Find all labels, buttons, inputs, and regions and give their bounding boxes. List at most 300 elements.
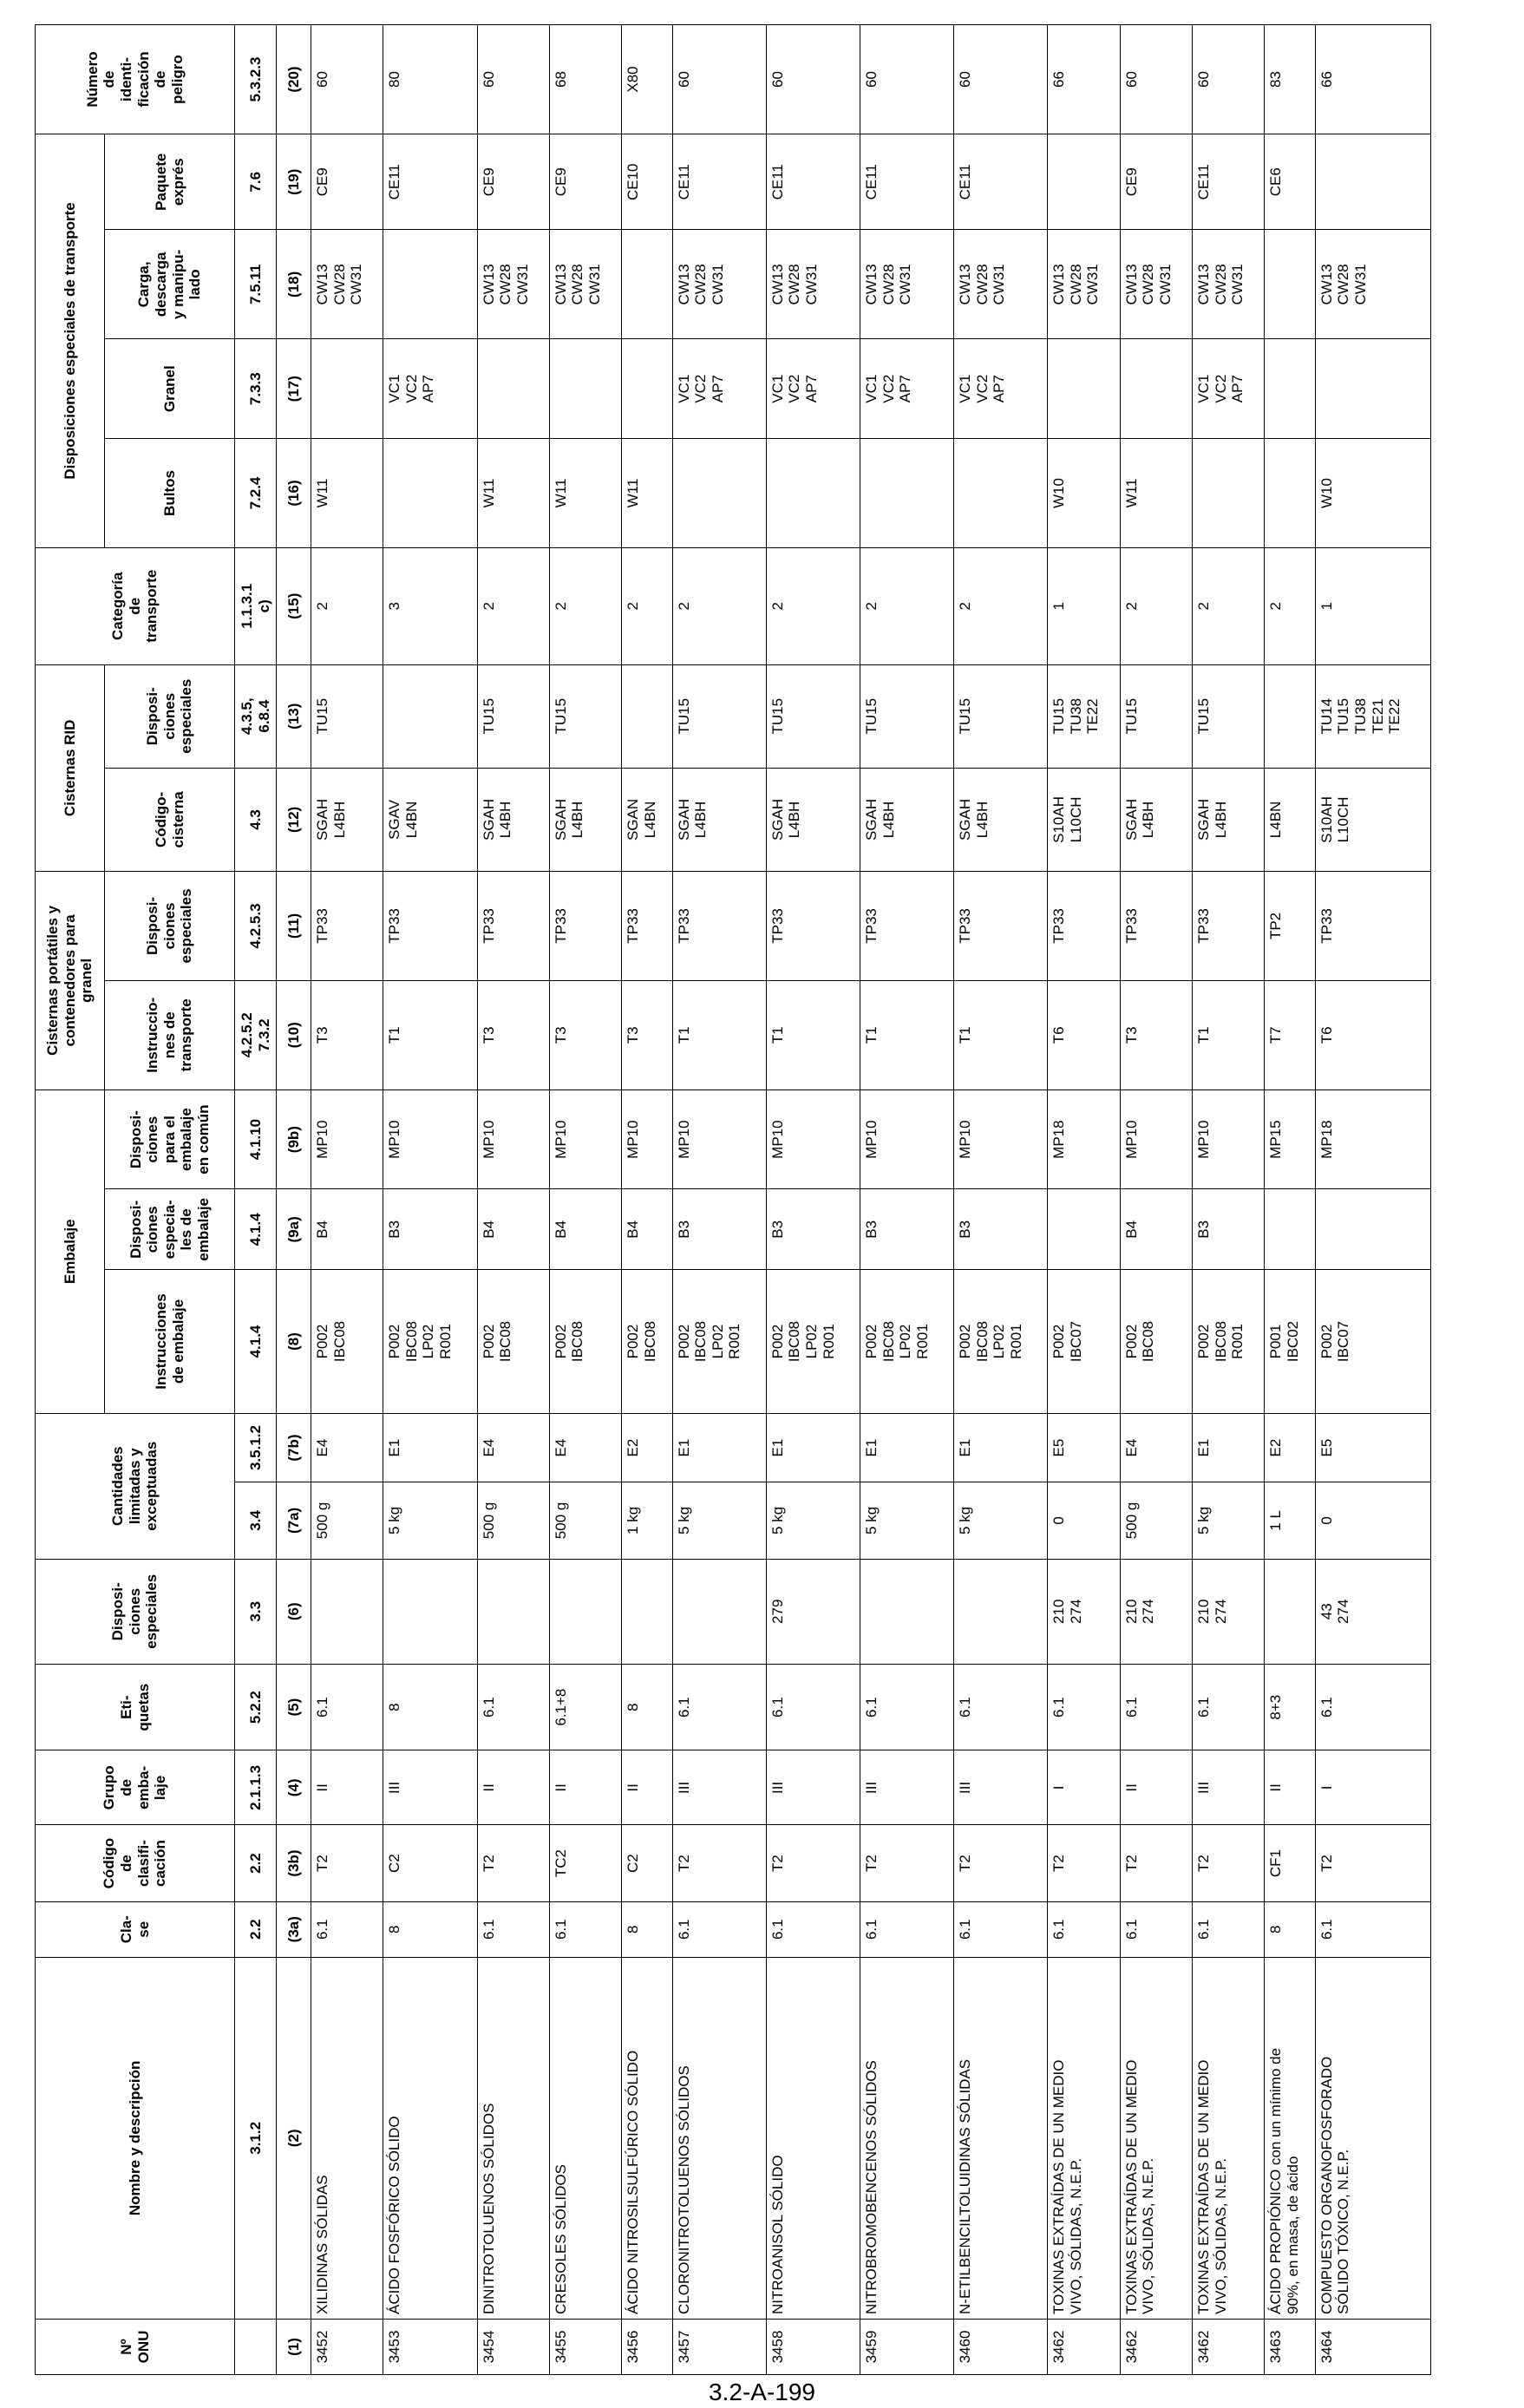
header-numero-peligro: Número de identi- ficación de peligro bbox=[36, 25, 235, 134]
table-cell: TU15 bbox=[954, 664, 1048, 768]
table-cell bbox=[383, 664, 477, 768]
table-cell: W10 bbox=[1048, 439, 1120, 548]
ref-cell bbox=[235, 2319, 277, 2374]
header-clase: Cla- se bbox=[36, 1901, 235, 1957]
ref-cell: 7.3.3 bbox=[235, 339, 277, 439]
table-cell: 5 kg bbox=[860, 1482, 954, 1559]
table-cell: III bbox=[860, 1750, 954, 1825]
table-cell: T2 bbox=[860, 1825, 954, 1901]
table-cell: P002 IBC08 bbox=[311, 1270, 383, 1414]
table-cell bbox=[477, 339, 549, 439]
table-cell: W11 bbox=[1120, 439, 1192, 548]
header-embalaje: Embalaje bbox=[36, 1089, 105, 1413]
table-cell bbox=[383, 1559, 477, 1664]
table-cell: TP33 bbox=[766, 872, 860, 981]
table-row bbox=[954, 25, 1048, 2375]
table-cell: 3462 bbox=[1048, 2319, 1120, 2374]
table-cell: TP33 bbox=[1315, 872, 1430, 981]
header-etiquetas: Eti- quetas bbox=[36, 1664, 235, 1750]
table-cell: CE11 bbox=[383, 134, 477, 230]
table-cell: 6.1 bbox=[1193, 1664, 1265, 1750]
table-cell: 6.1 bbox=[477, 1664, 549, 1750]
table-cell: I bbox=[1315, 1750, 1430, 1825]
table-cell: CW13 CW28 CW31 bbox=[672, 230, 766, 339]
table-cell bbox=[1315, 1189, 1430, 1270]
table-cell: CW13 CW28 CW31 bbox=[549, 230, 621, 339]
table-cell: 6.1 bbox=[311, 1901, 383, 1957]
table-cell: P002 IBC08 bbox=[1120, 1270, 1192, 1414]
header-bultos: Bultos bbox=[105, 439, 235, 548]
table-cell: MP10 bbox=[1193, 1089, 1265, 1189]
table-cell: 5 kg bbox=[383, 1482, 477, 1559]
table-cell: T1 bbox=[954, 980, 1048, 1089]
table-cell: 3457 bbox=[672, 2319, 766, 2374]
table-cell: CW13 CW28 CW31 bbox=[311, 230, 383, 339]
ref-cell: 4.1.10 bbox=[235, 1089, 277, 1189]
table-cell: P002 IBC08 LP02 R001 bbox=[766, 1270, 860, 1414]
table-cell: MP10 bbox=[549, 1089, 621, 1189]
table-cell bbox=[549, 1559, 621, 1664]
table-cell: T2 bbox=[311, 1825, 383, 1901]
table-cell: 8 bbox=[1265, 1901, 1316, 1957]
table-cell: MP10 bbox=[383, 1089, 477, 1189]
table-row bbox=[549, 25, 621, 2375]
table-cell: 6.1 bbox=[860, 1901, 954, 1957]
table-cell: 66 bbox=[1048, 25, 1120, 134]
table-cell: 210 274 bbox=[1048, 1559, 1120, 1664]
table-cell: 3456 bbox=[622, 2319, 673, 2374]
table-cell: MP18 bbox=[1048, 1089, 1120, 1189]
table-cell: 2 bbox=[672, 547, 766, 664]
table-cell: 5 kg bbox=[672, 1482, 766, 1559]
table-cell: 3459 bbox=[860, 2319, 954, 2374]
table-cell: SGAH L4BH bbox=[311, 768, 383, 871]
table-cell: L4BN bbox=[1265, 768, 1316, 871]
table-cell: TU15 bbox=[860, 664, 954, 768]
table-cell: 8 bbox=[622, 1901, 673, 1957]
table-cell: E2 bbox=[622, 1413, 673, 1482]
table-cell: 6.1 bbox=[766, 1901, 860, 1957]
header-categoria: Categoría de transporte bbox=[36, 547, 235, 664]
table-cell: CW13 CW28 CW31 bbox=[477, 230, 549, 339]
table-cell bbox=[383, 230, 477, 339]
table-cell: SGAH L4BH bbox=[672, 768, 766, 871]
table-cell: ÁCIDO NITROSILSULFÚRICO SÓLIDO bbox=[622, 1957, 673, 2319]
table-cell: E4 bbox=[311, 1413, 383, 1482]
ref-cell: 4.2.5.3 bbox=[235, 872, 277, 981]
table-cell: TU15 bbox=[311, 664, 383, 768]
table-cell: B3 bbox=[954, 1189, 1048, 1270]
table-cell: 6.1 bbox=[1315, 1901, 1430, 1957]
table-cell: CE11 bbox=[1193, 134, 1265, 230]
table-cell bbox=[766, 439, 860, 548]
ref-cell: 2.1.1.3 bbox=[235, 1750, 277, 1825]
table-cell: W11 bbox=[311, 439, 383, 548]
table-cell bbox=[1315, 339, 1430, 439]
table-cell bbox=[1048, 339, 1120, 439]
table-cell bbox=[549, 339, 621, 439]
table-cell: P002 IBC08 R001 bbox=[1193, 1270, 1265, 1414]
header-instr-emb: Instrucciones de embalaje bbox=[105, 1270, 235, 1414]
table-cell: T2 bbox=[672, 1825, 766, 1901]
table-cell: T2 bbox=[1193, 1825, 1265, 1901]
table-cell: C2 bbox=[622, 1825, 673, 1901]
table-cell: 3462 bbox=[1120, 2319, 1192, 2374]
table-cell: X80 bbox=[622, 25, 673, 134]
table-cell: 6.1+8 bbox=[549, 1664, 621, 1750]
table-cell: 83 bbox=[1265, 25, 1316, 134]
table-cell: SGAH L4BH bbox=[860, 768, 954, 871]
page-number: 3.2-A-199 bbox=[709, 2379, 815, 2405]
table-cell: T3 bbox=[311, 980, 383, 1089]
table-cell: 1 L bbox=[1265, 1482, 1316, 1559]
table-cell: CW13 CW28 CW31 bbox=[1120, 230, 1192, 339]
table-cell: 0 bbox=[1315, 1482, 1430, 1559]
table-cell: DINITROTOLUENOS SÓLIDOS bbox=[477, 1957, 549, 2319]
table-cell: CW13 CW28 CW31 bbox=[1193, 230, 1265, 339]
table-cell: 6.1 bbox=[954, 1901, 1048, 1957]
table-cell bbox=[1265, 230, 1316, 339]
table-cell bbox=[622, 1559, 673, 1664]
table-cell: 66 bbox=[1315, 25, 1430, 134]
header-disp-esp-rid: Disposi- ciones especiales bbox=[105, 664, 235, 768]
ref-cell: 3.4 bbox=[235, 1482, 277, 1559]
header-disp-transporte: Disposiciones especiales de transporte bbox=[36, 134, 105, 548]
ref-cell: 4.1.4 bbox=[235, 1189, 277, 1270]
table-cell: 60 bbox=[954, 25, 1048, 134]
table-cell: 2 bbox=[477, 547, 549, 664]
table-cell: E1 bbox=[672, 1413, 766, 1482]
table-cell: T2 bbox=[1048, 1825, 1120, 1901]
table-cell: SGAH L4BH bbox=[954, 768, 1048, 871]
table-cell: 68 bbox=[549, 25, 621, 134]
table-cell: 60 bbox=[1120, 25, 1192, 134]
table-cell: 6.1 bbox=[1048, 1901, 1120, 1957]
table-cell: MP10 bbox=[622, 1089, 673, 1189]
table-cell: MP10 bbox=[477, 1089, 549, 1189]
table-cell: CE11 bbox=[954, 134, 1048, 230]
table-cell: 5 kg bbox=[954, 1482, 1048, 1559]
table-cell: P002 IBC08 LP02 R001 bbox=[383, 1270, 477, 1414]
table-cell: T1 bbox=[860, 980, 954, 1089]
table-cell: TP33 bbox=[1193, 872, 1265, 981]
table-cell: TP33 bbox=[311, 872, 383, 981]
table-cell: TP2 bbox=[1265, 872, 1316, 981]
table-cell: 1 bbox=[1315, 547, 1430, 664]
table-cell: 3452 bbox=[311, 2319, 383, 2374]
table-cell: SGAN L4BN bbox=[622, 768, 673, 871]
table-cell: 8+3 bbox=[1265, 1664, 1316, 1750]
table-cell: B3 bbox=[1193, 1189, 1265, 1270]
dangerous-goods-table bbox=[35, 24, 1431, 2375]
table-cell: P002 IBC07 bbox=[1315, 1270, 1430, 1414]
table-cell bbox=[311, 339, 383, 439]
table-cell: II bbox=[477, 1750, 549, 1825]
table-cell bbox=[860, 1559, 954, 1664]
table-cell: CE9 bbox=[1120, 134, 1192, 230]
table-cell: NITROBROMOBENCENOS SÓLIDOS bbox=[860, 1957, 954, 2319]
table-cell: S10AH L10CH bbox=[1315, 768, 1430, 871]
table-cell: CW13 CW28 CW31 bbox=[1048, 230, 1120, 339]
table-cell: CE9 bbox=[311, 134, 383, 230]
table-cell: TOXINAS EXTRAÍDAS DE UN MEDIO VIVO, SÓLIDAS, N.E.P. bbox=[1193, 1957, 1265, 2319]
table-cell bbox=[1265, 1559, 1316, 1664]
table-cell: 2 bbox=[1120, 547, 1192, 664]
column-number-row bbox=[277, 25, 311, 2375]
table-cell: S10AH L10CH bbox=[1048, 768, 1120, 871]
column-number-cell: (7a) bbox=[277, 1482, 311, 1559]
table-cell: 6.1 bbox=[672, 1901, 766, 1957]
header-paquete: Paquete exprés bbox=[105, 134, 235, 230]
table-cell: III bbox=[766, 1750, 860, 1825]
table-cell: T1 bbox=[672, 980, 766, 1089]
table-cell: 3464 bbox=[1315, 2319, 1430, 2374]
column-number-cell: (10) bbox=[277, 980, 311, 1089]
table-cell: VC1 VC2 AP7 bbox=[766, 339, 860, 439]
table-cell bbox=[1265, 339, 1316, 439]
table-cell: II bbox=[622, 1750, 673, 1825]
table-cell: 500 g bbox=[1120, 1482, 1192, 1559]
column-number-cell: (3b) bbox=[277, 1825, 311, 1901]
reference-row bbox=[235, 25, 277, 2375]
table-cell: 8 bbox=[383, 1664, 477, 1750]
table-cell bbox=[1193, 439, 1265, 548]
table-cell: 2 bbox=[954, 547, 1048, 664]
ref-cell: 2.2 bbox=[235, 1825, 277, 1901]
table-cell bbox=[1265, 1189, 1316, 1270]
header-disp-esp-cist: Disposi- ciones especiales bbox=[105, 872, 235, 981]
table-cell: T2 bbox=[1120, 1825, 1192, 1901]
table-cell: 80 bbox=[383, 25, 477, 134]
table-cell: SGAH L4BH bbox=[1120, 768, 1192, 871]
table-cell: CW13 CW28 CW31 bbox=[860, 230, 954, 339]
table-cell bbox=[672, 439, 766, 548]
table-cell: T3 bbox=[477, 980, 549, 1089]
table-row bbox=[1048, 25, 1120, 2375]
table-cell: CE9 bbox=[549, 134, 621, 230]
table-cell: T2 bbox=[766, 1825, 860, 1901]
table-cell: TOXINAS EXTRAÍDAS DE UN MEDIO VIVO, SÓLIDAS, N.E.P. bbox=[1120, 1957, 1192, 2319]
table-cell: T3 bbox=[622, 980, 673, 1089]
ref-cell: 4.2.5.2 7.3.2 bbox=[235, 980, 277, 1089]
table-body bbox=[235, 25, 1431, 2375]
column-number-cell: (11) bbox=[277, 872, 311, 981]
table-cell: CW13 CW28 CW31 bbox=[954, 230, 1048, 339]
table-cell: 6.1 bbox=[1193, 1901, 1265, 1957]
table-cell: 2 bbox=[622, 547, 673, 664]
table-row bbox=[622, 25, 673, 2375]
table-cell: II bbox=[311, 1750, 383, 1825]
table-cell: 500 g bbox=[477, 1482, 549, 1559]
table-cell: P002 IBC08 LP02 R001 bbox=[672, 1270, 766, 1414]
table-cell: TC2 bbox=[549, 1825, 621, 1901]
table-cell: SGAH L4BH bbox=[1193, 768, 1265, 871]
table-cell: 3454 bbox=[477, 2319, 549, 2374]
table-cell bbox=[1265, 664, 1316, 768]
table-cell: 1 kg bbox=[622, 1482, 673, 1559]
table-cell: E1 bbox=[383, 1413, 477, 1482]
table-cell: COMPUESTO ORGANOFOSFORADO SÓLIDO TÓXICO, N.E.P. bbox=[1315, 1957, 1430, 2319]
table-cell: CRESOLES SÓLIDOS bbox=[549, 1957, 621, 2319]
table-row bbox=[1265, 25, 1316, 2375]
table-cell: B3 bbox=[766, 1189, 860, 1270]
table-cell: TU15 TU38 TE22 bbox=[1048, 664, 1120, 768]
table-cell: B4 bbox=[622, 1189, 673, 1270]
table-cell: TOXINAS EXTRAÍDAS DE UN MEDIO VIVO, SÓLIDAS, N.E.P. bbox=[1048, 1957, 1120, 2319]
table-cell: CE11 bbox=[672, 134, 766, 230]
table-cell: T2 bbox=[954, 1825, 1048, 1901]
header-disp-esp-emb: Disposi- ciones especia- les de embalaje bbox=[105, 1189, 235, 1270]
header-granel: Granel bbox=[105, 339, 235, 439]
table-row bbox=[1120, 25, 1192, 2375]
table-cell: B4 bbox=[477, 1189, 549, 1270]
table-cell: E5 bbox=[1315, 1413, 1430, 1482]
table-cell: VC1 VC2 AP7 bbox=[1193, 339, 1265, 439]
ref-cell: 1.1.3.1 c) bbox=[235, 547, 277, 664]
table-cell: E1 bbox=[860, 1413, 954, 1482]
table-cell: MP10 bbox=[766, 1089, 860, 1189]
table-cell bbox=[622, 664, 673, 768]
table-cell: III bbox=[672, 1750, 766, 1825]
table-cell: 6.1 bbox=[1048, 1664, 1120, 1750]
column-number-cell: (17) bbox=[277, 339, 311, 439]
table-cell bbox=[477, 1559, 549, 1664]
table-cell: VC1 VC2 AP7 bbox=[672, 339, 766, 439]
table-cell: C2 bbox=[383, 1825, 477, 1901]
table-cell: 8 bbox=[622, 1664, 673, 1750]
table-cell: E2 bbox=[1265, 1413, 1316, 1482]
table-cell: TU15 bbox=[549, 664, 621, 768]
table-cell: SGAV L4BN bbox=[383, 768, 477, 871]
table-cell: SGAH L4BH bbox=[549, 768, 621, 871]
table-cell: 6.1 bbox=[549, 1901, 621, 1957]
table-cell bbox=[1265, 439, 1316, 548]
table-cell: 0 bbox=[1048, 1482, 1120, 1559]
table-cell: 500 g bbox=[549, 1482, 621, 1559]
column-number-cell: (15) bbox=[277, 547, 311, 664]
table-cell: 210 274 bbox=[1120, 1559, 1192, 1664]
table-cell: SGAH L4BH bbox=[766, 768, 860, 871]
table-cell: MP10 bbox=[672, 1089, 766, 1189]
table-cell bbox=[311, 1559, 383, 1664]
table-cell: 43 274 bbox=[1315, 1559, 1430, 1664]
table-cell bbox=[1120, 339, 1192, 439]
ref-cell: 5.3.2.3 bbox=[235, 25, 277, 134]
table-cell: E1 bbox=[766, 1413, 860, 1482]
table-cell: T2 bbox=[1315, 1825, 1430, 1901]
table-cell: TU14 TU15 TU38 TE21 TE22 bbox=[1315, 664, 1430, 768]
header-cisternas-port: Cisternas portátiles y contenedores para granel bbox=[36, 872, 105, 1090]
table-cell: III bbox=[1193, 1750, 1265, 1825]
table-cell: TP33 bbox=[1048, 872, 1120, 981]
table-cell: W11 bbox=[622, 439, 673, 548]
table-cell: E5 bbox=[1048, 1413, 1120, 1482]
table-cell: CE6 bbox=[1265, 134, 1316, 230]
table-cell: T1 bbox=[766, 980, 860, 1089]
table-cell: 2 bbox=[1265, 547, 1316, 664]
table-cell: MP15 bbox=[1265, 1089, 1316, 1189]
table-cell: 6.1 bbox=[954, 1664, 1048, 1750]
ref-cell: 7.2.4 bbox=[235, 439, 277, 548]
table-cell: 6.1 bbox=[477, 1901, 549, 1957]
rotated-page bbox=[35, 24, 1431, 2375]
table-cell: P002 IBC08 bbox=[477, 1270, 549, 1414]
table-cell: 2 bbox=[549, 547, 621, 664]
column-number-cell: (8) bbox=[277, 1270, 311, 1414]
table-cell: 3453 bbox=[383, 2319, 477, 2374]
ref-cell: 3.1.2 bbox=[235, 1957, 277, 2319]
column-number-cell: (18) bbox=[277, 230, 311, 339]
column-number-cell: (7b) bbox=[277, 1413, 311, 1482]
table-cell: TP33 bbox=[549, 872, 621, 981]
table-cell: W11 bbox=[477, 439, 549, 548]
ref-cell: 7.6 bbox=[235, 134, 277, 230]
header-cisternas-rid: Cisternas RID bbox=[36, 664, 105, 871]
table-cell: TP33 bbox=[477, 872, 549, 981]
table-cell: XILIDINAS SÓLIDAS bbox=[311, 1957, 383, 2319]
table-cell bbox=[622, 230, 673, 339]
table-cell: E1 bbox=[1193, 1413, 1265, 1482]
ref-cell: 3.5.1.2 bbox=[235, 1413, 277, 1482]
ref-cell: 7.5.11 bbox=[235, 230, 277, 339]
table-cell: T2 bbox=[477, 1825, 549, 1901]
table-row bbox=[1315, 25, 1430, 2375]
table-cell: N-ETILBENCILTOLUIDINAS SÓLIDAS bbox=[954, 1957, 1048, 2319]
table-cell: 3462 bbox=[1193, 2319, 1265, 2374]
column-number-cell: (20) bbox=[277, 25, 311, 134]
table-cell: P002 IBC08 LP02 R001 bbox=[860, 1270, 954, 1414]
table-cell: TP33 bbox=[1120, 872, 1192, 981]
table-cell: III bbox=[383, 1750, 477, 1825]
table-cell: 1 bbox=[1048, 547, 1120, 664]
ref-cell: 2.2 bbox=[235, 1901, 277, 1957]
table-cell bbox=[383, 439, 477, 548]
table-cell: 3458 bbox=[766, 2319, 860, 2374]
table-cell: 3463 bbox=[1265, 2319, 1316, 2374]
table-cell: T1 bbox=[1193, 980, 1265, 1089]
table-cell: TU15 bbox=[477, 664, 549, 768]
table-cell: T3 bbox=[549, 980, 621, 1089]
table-cell: VC1 VC2 AP7 bbox=[860, 339, 954, 439]
table-cell: E4 bbox=[1120, 1413, 1192, 1482]
table-cell: B3 bbox=[383, 1189, 477, 1270]
table-cell: W11 bbox=[549, 439, 621, 548]
table-cell: 6.1 bbox=[1120, 1664, 1192, 1750]
table-cell: CW13 CW28 CW31 bbox=[766, 230, 860, 339]
table-row bbox=[766, 25, 860, 2375]
ref-cell: 5.2.2 bbox=[235, 1664, 277, 1750]
ref-cell: 4.1.4 bbox=[235, 1270, 277, 1414]
table-cell: 6.1 bbox=[1315, 1664, 1430, 1750]
table-row bbox=[311, 25, 383, 2375]
table-cell: P001 IBC02 bbox=[1265, 1270, 1316, 1414]
table-cell: T3 bbox=[1120, 980, 1192, 1089]
table-cell: 6.1 bbox=[311, 1664, 383, 1750]
table-cell: E1 bbox=[954, 1413, 1048, 1482]
column-number-cell: (13) bbox=[277, 664, 311, 768]
table-cell: TU15 bbox=[766, 664, 860, 768]
table-cell: VC1 VC2 AP7 bbox=[954, 339, 1048, 439]
table-cell: TU15 bbox=[1120, 664, 1192, 768]
table-cell: CF1 bbox=[1265, 1825, 1316, 1901]
table-cell: B3 bbox=[672, 1189, 766, 1270]
table-cell: 279 bbox=[766, 1559, 860, 1664]
table-cell: B4 bbox=[549, 1189, 621, 1270]
column-number-cell: (19) bbox=[277, 134, 311, 230]
table-cell bbox=[860, 439, 954, 548]
column-number-cell: (16) bbox=[277, 439, 311, 548]
table-cell: TP33 bbox=[622, 872, 673, 981]
